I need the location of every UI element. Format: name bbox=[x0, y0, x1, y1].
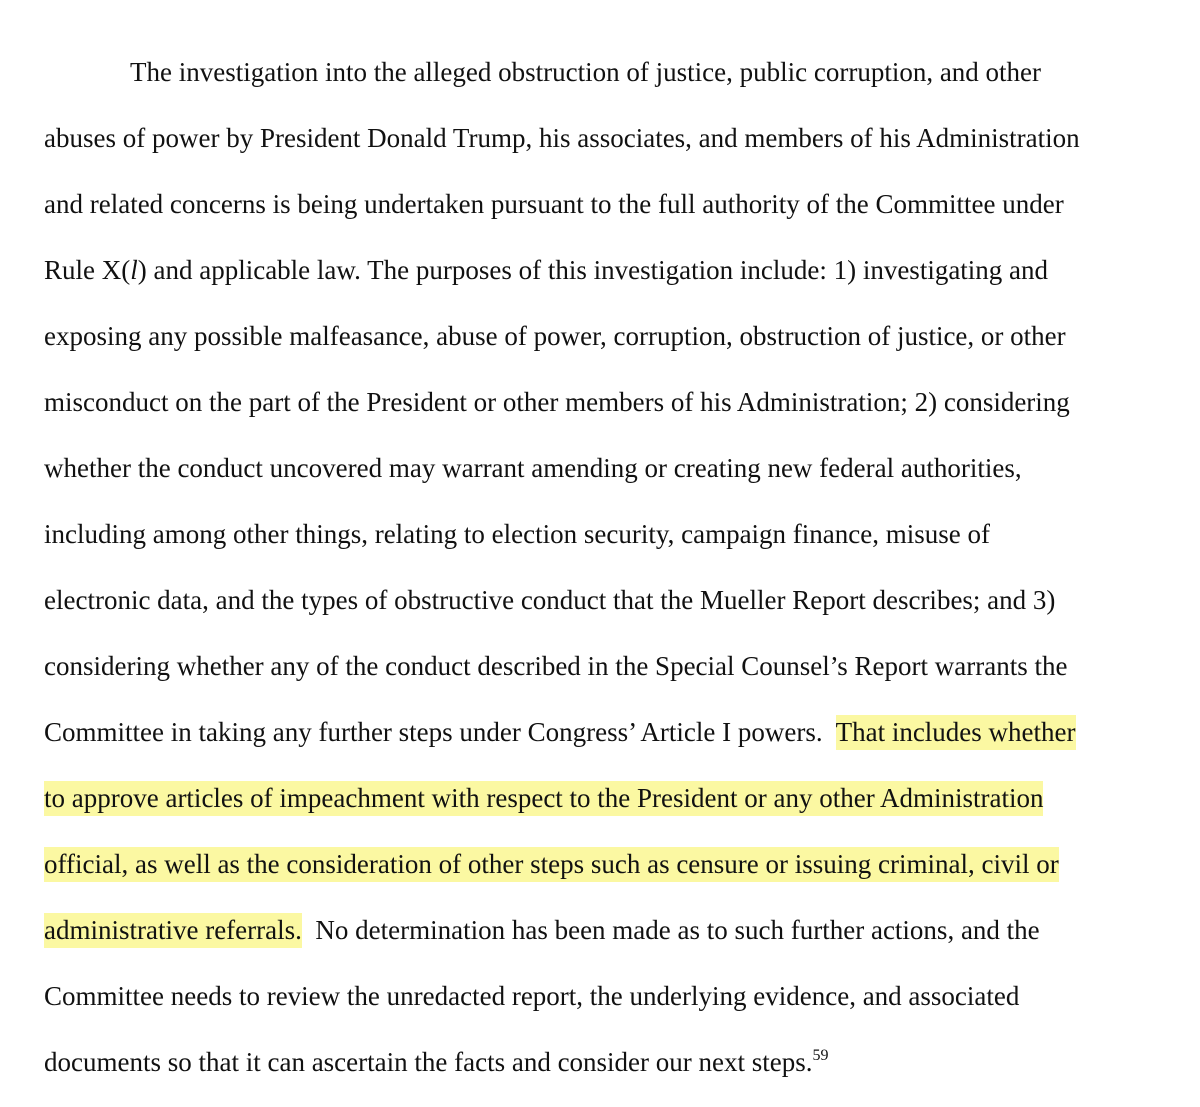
line-text: Committee in taking any further steps under Congress’ Article I powers. bbox=[44, 717, 836, 747]
paragraph-line-6 bbox=[44, 385, 1070, 419]
line-text: misconduct on the part of the President or other members of his Administration; 2) considering bbox=[44, 387, 1070, 417]
line-text: whether the conduct uncovered may warrant amending or creating new federal authorities, bbox=[44, 453, 1022, 483]
line-text: Committee needs to review the unredacted report, the underlying evidence, and associated bbox=[44, 981, 1020, 1011]
line-text: Rule X( bbox=[44, 255, 131, 285]
paragraph-line-7 bbox=[44, 451, 1022, 485]
paragraph-line-8 bbox=[44, 517, 990, 551]
line-text: documents so that it can ascertain the facts and consider our next steps. bbox=[44, 1047, 813, 1077]
paragraph-line-10 bbox=[44, 649, 1067, 683]
highlighted-text: official, as well as the consideration of other steps such as censure or issuing criminal, civil or bbox=[44, 847, 1059, 882]
italic-letter: l bbox=[130, 255, 138, 285]
line-text: and related concerns is being undertaken pursuant to the full authority of the Committee under bbox=[44, 189, 1064, 219]
paragraph-line-1 bbox=[130, 55, 1041, 89]
paragraph-line-5 bbox=[44, 319, 1066, 353]
paragraph-line-4 bbox=[44, 253, 1048, 287]
paragraph-line-14 bbox=[44, 913, 1040, 947]
line-text: abuses of power by President Donald Trump, his associates, and members of his Administration bbox=[44, 123, 1080, 153]
paragraph-line-2 bbox=[44, 121, 1080, 155]
highlighted-text: administrative referrals. bbox=[44, 913, 302, 948]
paragraph-line-3 bbox=[44, 187, 1064, 221]
footnote-marker[interactable]: 59 bbox=[812, 1047, 829, 1064]
paragraph-line-11 bbox=[44, 715, 1076, 749]
highlighted-text: to approve articles of impeachment with respect to the President or any other Administration bbox=[44, 781, 1043, 816]
paragraph-line-12 bbox=[44, 781, 1043, 815]
paragraph-line-15 bbox=[44, 979, 1019, 1013]
paragraph-line-16 bbox=[44, 1045, 829, 1079]
highlighted-text: That includes whether bbox=[836, 715, 1076, 750]
line-text: ) and applicable law. The purposes of this investigation include: 1) investigating and bbox=[137, 255, 1049, 285]
line-text: electronic data, and the types of obstructive conduct that the Mueller Report describes; and 3) bbox=[44, 585, 1056, 615]
paragraph-line-13 bbox=[44, 847, 1059, 881]
line-text: considering whether any of the conduct described in the Special Counsel’s Report warrants the bbox=[44, 651, 1068, 681]
paragraph-line-9 bbox=[44, 583, 1055, 617]
line-text: The investigation into the alleged obstruction of justice, public corruption, and other bbox=[130, 57, 1042, 87]
line-text: including among other things, relating to election security, campaign finance, misuse of bbox=[44, 519, 990, 549]
line-text: No determination has been made as to such further actions, and the bbox=[301, 915, 1040, 945]
line-text: exposing any possible malfeasance, abuse of power, corruption, obstruction of justice, or other bbox=[44, 321, 1066, 351]
